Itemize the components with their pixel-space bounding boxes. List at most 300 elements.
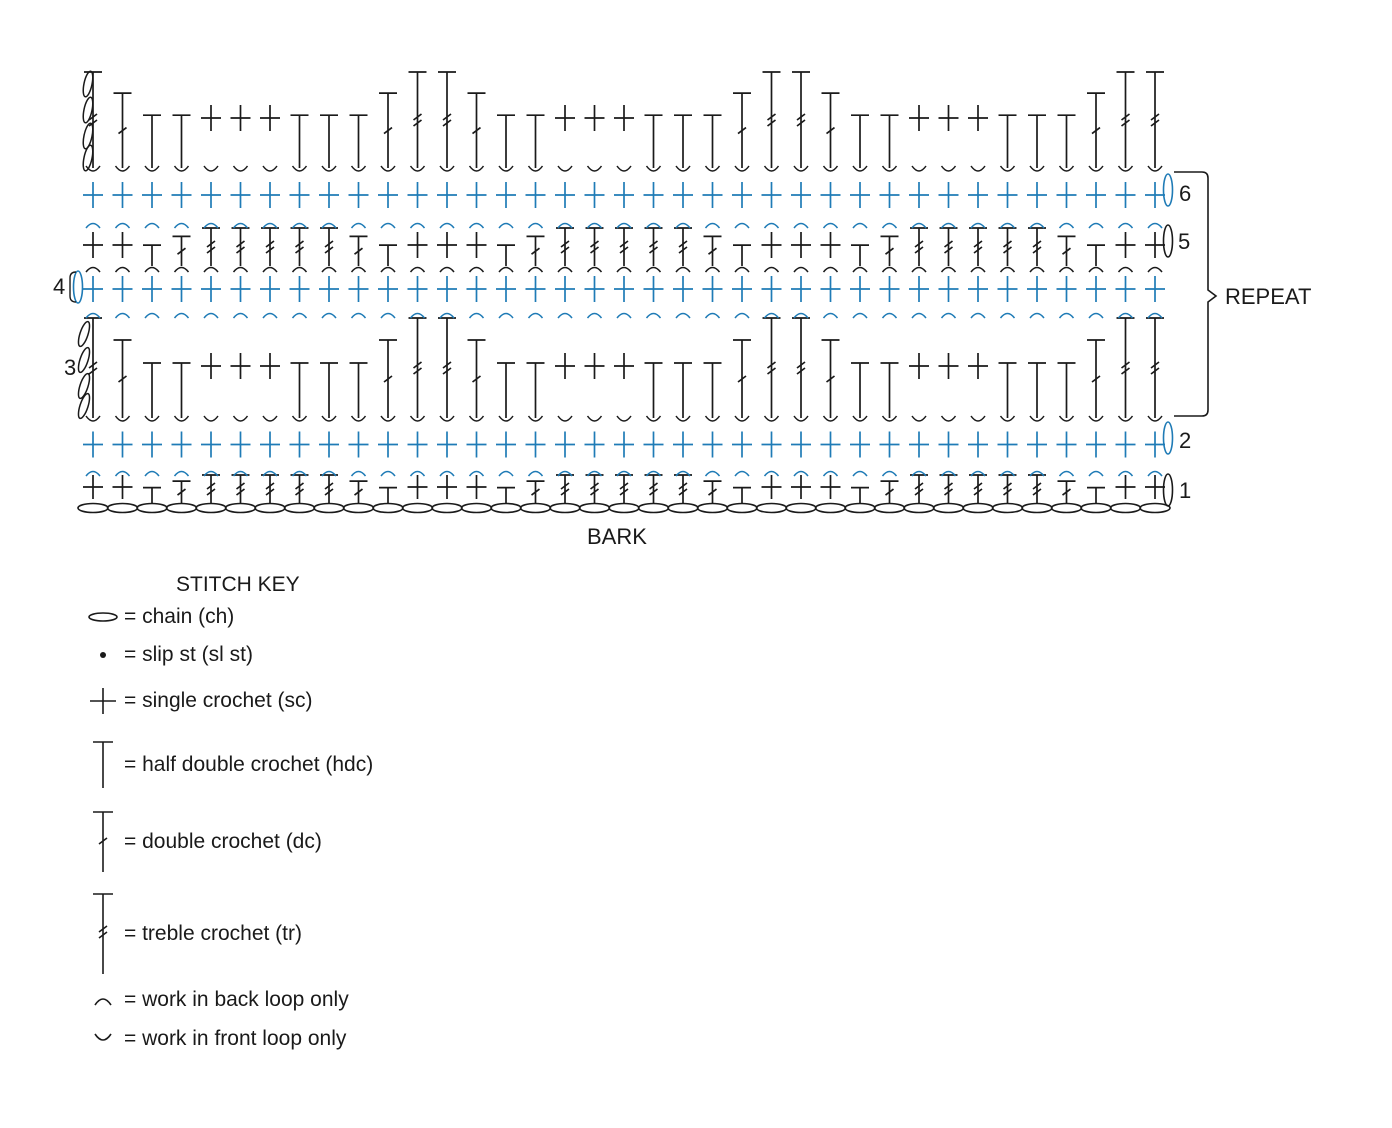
row-6-sc-stitch	[998, 182, 1018, 228]
row-3-dc-stitch	[822, 340, 840, 421]
row-3-hdc-stitch	[881, 363, 899, 421]
row-2-sc-stitch	[614, 432, 634, 477]
row-3-sc-stitch	[909, 353, 929, 421]
row-7-tr-stitch	[1117, 72, 1135, 171]
double-crochet-icon	[86, 810, 120, 874]
chain-stitch	[668, 504, 698, 513]
row-3-tr-stitch	[1117, 318, 1135, 421]
row-2-sc-stitch	[909, 432, 929, 477]
row-1-tr-stitch	[320, 475, 338, 503]
row-1-dc-stitch	[704, 481, 722, 503]
row-2-sc-stitch	[998, 432, 1018, 477]
row-3-hdc-stitch	[143, 363, 161, 421]
row-7-tr-stitch	[792, 72, 810, 171]
row-1-tr-stitch	[232, 475, 250, 503]
row-2-sc-stitch	[850, 432, 870, 477]
row-2-sc-stitch	[467, 432, 487, 477]
row-5-hdc-stitch	[379, 245, 397, 272]
row-4-sc-stitch	[614, 276, 634, 318]
row-6-sc-stitch	[585, 182, 605, 228]
row-1-sc-stitch	[762, 475, 782, 499]
row-1-tr-stitch	[999, 475, 1017, 503]
row-6-sc-stitch	[231, 182, 251, 228]
row-1-tr-stitch	[586, 475, 604, 503]
front-loop-arc-icon	[86, 1024, 120, 1054]
row-4-sc-stitch	[762, 276, 782, 318]
row-2-sc-stitch	[821, 432, 841, 477]
row-1-tr-stitch	[645, 475, 663, 503]
row-7-tr-stitch	[438, 72, 456, 171]
turning-chain-row-3	[76, 320, 92, 347]
key-label-dc: = double crochet (dc)	[124, 830, 322, 853]
row-6-sc-stitch	[850, 182, 870, 228]
row-4-sc-stitch	[260, 276, 280, 318]
row-1-hdc-stitch	[1087, 488, 1105, 503]
key-item-back-loop	[86, 985, 349, 1015]
row-3-sc-stitch	[939, 353, 959, 421]
row-3-sc-stitch	[614, 353, 634, 421]
row-3-hdc-stitch	[173, 363, 191, 421]
row-1-sc-stitch	[467, 475, 487, 499]
row-2-sc-stitch	[290, 432, 310, 477]
back-loop-arc-icon	[86, 985, 120, 1015]
row-7-hdc-stitch	[851, 115, 869, 171]
row-6-sc-stitch	[732, 182, 752, 228]
chain-stitch	[373, 504, 403, 513]
row-1-sc-stitch	[791, 475, 811, 499]
row-3-hdc-stitch	[1058, 363, 1076, 421]
row-2-sc-stitch	[349, 432, 369, 477]
row-7-hdc-stitch	[320, 115, 338, 171]
repeat-bracket	[1174, 172, 1216, 416]
chain-stitch	[432, 504, 462, 513]
row-5-tr-stitch	[645, 228, 663, 272]
row-5-sc-stitch	[762, 232, 782, 272]
chain-stitch	[904, 504, 934, 513]
row-label-3: 3	[64, 355, 77, 380]
row-5-dc-stitch	[173, 236, 191, 272]
row-2-sc-stitch	[260, 432, 280, 477]
row-6-sc-stitch	[113, 182, 133, 228]
row-6-sc-stitch	[1057, 182, 1077, 228]
row-5-sc-stitch	[437, 232, 457, 272]
chain-stitch	[639, 504, 669, 513]
row-2-sc-stitch	[1116, 432, 1136, 477]
row-3-sc-stitch	[231, 353, 251, 421]
key-item-chain	[86, 602, 234, 632]
turning-chain-row-4	[74, 271, 83, 303]
row-4-sc-stitch	[850, 276, 870, 318]
row-5-tr-stitch	[940, 228, 958, 272]
key-label-back-loop: = work in back loop only	[124, 988, 349, 1011]
row-4-sc-stitch	[319, 276, 339, 318]
key-label-hdc: = half double crochet (hdc)	[124, 753, 374, 776]
row-4-sc-stitch	[142, 276, 162, 318]
row-5-sc-stitch	[83, 232, 103, 272]
row-4-sc-stitch	[378, 276, 398, 318]
chain-stitch	[786, 504, 816, 513]
row-7-hdc-stitch	[497, 115, 515, 171]
row-7-hdc-stitch	[704, 115, 722, 171]
row-5-tr-stitch	[1028, 228, 1046, 272]
row-4-sc-stitch	[555, 276, 575, 318]
chain-stitch	[108, 504, 138, 513]
row-2-sc-stitch	[732, 432, 752, 477]
row-4-sc-stitch	[909, 276, 929, 318]
row-3-hdc-stitch	[320, 363, 338, 421]
row-6-sc-stitch	[703, 182, 723, 228]
row-5-sc-stitch	[113, 232, 133, 272]
row-4-sc-stitch	[526, 276, 546, 318]
row-3-sc-stitch	[555, 353, 575, 421]
row-2-sc-stitch	[791, 432, 811, 477]
row-4-sc-stitch	[231, 276, 251, 318]
row-4-sc-stitch	[1145, 276, 1165, 318]
row-3-hdc-stitch	[527, 363, 545, 421]
row-7-dc-stitch	[822, 93, 840, 171]
row-1-dc-stitch	[350, 481, 368, 503]
row-7-hdc-stitch	[645, 115, 663, 171]
row-2-sc-stitch	[496, 432, 516, 477]
row-1-tr-stitch	[261, 475, 279, 503]
row-7-sc-stitch	[968, 105, 988, 171]
row-7-hdc-stitch	[143, 115, 161, 171]
treble-crochet-icon	[86, 892, 120, 976]
turning-chain-row-2	[1164, 422, 1173, 454]
row-3-tr-stitch	[409, 318, 427, 421]
row-2-sc-stitch	[585, 432, 605, 477]
chain-stitch	[1081, 504, 1111, 513]
row-4-sc-stitch	[673, 276, 693, 318]
row-3-hdc-stitch	[497, 363, 515, 421]
row-3-hdc-stitch	[999, 363, 1017, 421]
chain-stitch	[285, 504, 315, 513]
row-3-dc-stitch	[1087, 340, 1105, 421]
row-1-dc-stitch	[881, 481, 899, 503]
turning-chain-row-3	[76, 346, 92, 373]
row-5-hdc-stitch	[143, 245, 161, 272]
row-5-tr-stitch	[586, 228, 604, 272]
turning-chain-row-5	[1164, 225, 1173, 257]
row-5-sc-stitch	[821, 232, 841, 272]
chain-stitch	[727, 504, 757, 513]
row-7-dc-stitch	[379, 93, 397, 171]
row-label-5: 5	[1178, 229, 1191, 254]
chain-stitch	[550, 504, 580, 513]
row-4-sc-stitch	[703, 276, 723, 318]
row-7-sc-stitch	[201, 105, 221, 171]
row-7-tr-stitch	[763, 72, 781, 171]
row-1-dc-stitch	[173, 481, 191, 503]
row-6-sc-stitch	[408, 182, 428, 228]
row-1-sc-stitch	[83, 475, 103, 499]
key-item-sc	[86, 686, 313, 716]
crochet-chart	[0, 0, 1392, 560]
row-7-hdc-stitch	[999, 115, 1017, 171]
row-6-sc-stitch	[526, 182, 546, 228]
row-7-dc-stitch	[114, 93, 132, 171]
row-7-dc-stitch	[468, 93, 486, 171]
row-1-tr-stitch	[1028, 475, 1046, 503]
row-1-sc-stitch	[821, 475, 841, 499]
row-2-sc-stitch	[142, 432, 162, 477]
row-3-sc-stitch	[260, 353, 280, 421]
row-1-sc-stitch	[408, 475, 428, 499]
row-1-hdc-stitch	[497, 488, 515, 503]
row-7-hdc-stitch	[674, 115, 692, 171]
row-7-hdc-stitch	[1028, 115, 1046, 171]
row-7-hdc-stitch	[1058, 115, 1076, 171]
row-7-hdc-stitch	[173, 115, 191, 171]
row-5-tr-stitch	[202, 228, 220, 272]
chain-stitch	[462, 504, 492, 513]
row-5-tr-stitch	[969, 228, 987, 272]
chain-stitch	[491, 504, 521, 513]
row-6-sc-stitch	[821, 182, 841, 228]
row-2-sc-stitch	[673, 432, 693, 477]
row-5-dc-stitch	[704, 236, 722, 272]
row-label-2: 2	[1179, 428, 1192, 453]
row-2-sc-stitch	[1057, 432, 1077, 477]
chain-stitch	[934, 504, 964, 513]
row-4-sc-stitch	[437, 276, 457, 318]
row-label-1: 1	[1179, 478, 1192, 503]
chain-stitch	[137, 504, 167, 513]
row-4-sc-stitch	[585, 276, 605, 318]
chain-stitch	[845, 504, 875, 513]
key-item-dc	[86, 810, 322, 874]
row-2-sc-stitch	[1086, 432, 1106, 477]
row-1-hdc-stitch	[379, 488, 397, 503]
row-3-dc-stitch	[114, 340, 132, 421]
row-3-hdc-stitch	[674, 363, 692, 421]
chain-stitch	[609, 504, 639, 513]
row-5-hdc-stitch	[497, 245, 515, 272]
row-4-sc-stitch	[113, 276, 133, 318]
row-7-tr-stitch	[1146, 72, 1164, 171]
row-1-sc-stitch	[113, 475, 133, 499]
row-2-sc-stitch	[762, 432, 782, 477]
chain-stitch	[167, 504, 197, 513]
chain-stitch	[314, 504, 344, 513]
row-4-sc-stitch	[1027, 276, 1047, 318]
row-4-sc-stitch	[83, 276, 103, 318]
row-3-dc-stitch	[733, 340, 751, 421]
row-5-sc-stitch	[1145, 232, 1165, 272]
row-2-sc-stitch	[231, 432, 251, 477]
row-4-sc-stitch	[349, 276, 369, 318]
chain-stitch	[993, 504, 1023, 513]
row-2-sc-stitch	[437, 432, 457, 477]
row-5-hdc-stitch	[733, 245, 751, 272]
row-4-sc-stitch	[467, 276, 487, 318]
row-3-tr-stitch	[438, 318, 456, 421]
row-1-hdc-stitch	[143, 488, 161, 503]
row-6-sc-stitch	[555, 182, 575, 228]
chain-stitch	[1111, 504, 1141, 513]
row-5-tr-stitch	[291, 228, 309, 272]
row-6-sc-stitch	[909, 182, 929, 228]
repeat-label: REPEAT	[1225, 284, 1312, 309]
row-4-sc-stitch	[1086, 276, 1106, 318]
row-3-dc-stitch	[379, 340, 397, 421]
row-5-sc-stitch	[1116, 232, 1136, 272]
row-3-hdc-stitch	[1028, 363, 1046, 421]
single-crochet-cross-icon	[86, 686, 120, 716]
chain-stitch	[196, 504, 226, 513]
row-2-sc-stitch	[703, 432, 723, 477]
row-6-sc-stitch	[939, 182, 959, 228]
row-1-sc-stitch	[1145, 475, 1165, 499]
row-2-sc-stitch	[113, 432, 133, 477]
chain-stitch	[255, 504, 285, 513]
row-6-sc-stitch	[83, 182, 103, 228]
chain-stitch	[963, 504, 993, 513]
key-label-slip-st: = slip st (sl st)	[124, 643, 253, 666]
row-1-tr-stitch	[615, 475, 633, 503]
row-7-dc-stitch	[1087, 93, 1105, 171]
row-6-sc-stitch	[1086, 182, 1106, 228]
chain-stitch	[580, 504, 610, 513]
row-6-sc-stitch	[201, 182, 221, 228]
chain-stitch	[816, 504, 846, 513]
row-1-tr-stitch	[291, 475, 309, 503]
stitch-key-title: STITCH KEY	[176, 573, 300, 596]
row-4-sc-stitch	[496, 276, 516, 318]
row-1-dc-stitch	[1058, 481, 1076, 503]
chain-icon	[86, 602, 120, 632]
row-1-hdc-stitch	[851, 488, 869, 503]
row-5-dc-stitch	[881, 236, 899, 272]
row-5-tr-stitch	[556, 228, 574, 272]
row-2-sc-stitch	[319, 432, 339, 477]
row-3-tr-stitch	[84, 318, 102, 421]
row-6-sc-stitch	[1027, 182, 1047, 228]
row-4-sc-stitch	[998, 276, 1018, 318]
row-5-dc-stitch	[527, 236, 545, 272]
row-3-tr-stitch	[1146, 318, 1164, 421]
row-1-tr-stitch	[556, 475, 574, 503]
row-1-sc-stitch	[437, 475, 457, 499]
row-5-dc-stitch	[350, 236, 368, 272]
row-2-sc-stitch	[83, 432, 103, 477]
row-1-tr-stitch	[674, 475, 692, 503]
row-5-sc-stitch	[791, 232, 811, 272]
row-4-sc-stitch	[939, 276, 959, 318]
turning-chain-row-6	[1164, 174, 1173, 206]
chain-stitch	[1022, 504, 1052, 513]
row-2-sc-stitch	[1027, 432, 1047, 477]
row-1-dc-stitch	[527, 481, 545, 503]
row-3-hdc-stitch	[645, 363, 663, 421]
row-6-sc-stitch	[378, 182, 398, 228]
row-7-tr-stitch	[409, 72, 427, 171]
row-7-sc-stitch	[231, 105, 251, 171]
row-5-tr-stitch	[674, 228, 692, 272]
row-7-dc-stitch	[733, 93, 751, 171]
key-item-front-loop	[86, 1024, 346, 1054]
row-3-hdc-stitch	[350, 363, 368, 421]
row-4-sc-stitch	[821, 276, 841, 318]
row-2-sc-stitch	[1145, 432, 1165, 477]
row-4-sc-stitch	[172, 276, 192, 318]
row-5-sc-stitch	[467, 232, 487, 272]
key-label-front-loop: = work in front loop only	[124, 1027, 347, 1050]
row-5-sc-stitch	[408, 232, 428, 272]
slip-stitch-dot-icon	[86, 640, 120, 670]
row-4-sc-stitch	[732, 276, 752, 318]
key-item-hdc	[86, 740, 373, 790]
row-7-hdc-stitch	[527, 115, 545, 171]
row-5-tr-stitch	[261, 228, 279, 272]
key-label-sc: = single crochet (sc)	[124, 689, 313, 712]
row-3-sc-stitch	[585, 353, 605, 421]
row-5-tr-stitch	[910, 228, 928, 272]
row-3-hdc-stitch	[291, 363, 309, 421]
row-2-sc-stitch	[526, 432, 546, 477]
row-7-hdc-stitch	[350, 115, 368, 171]
row-2-sc-stitch	[939, 432, 959, 477]
row-4-sc-stitch	[201, 276, 221, 318]
chain-stitch	[875, 504, 905, 513]
key-label-tr: = treble crochet (tr)	[124, 922, 302, 945]
row-6-sc-stitch	[260, 182, 280, 228]
row-label-6: 6	[1179, 181, 1192, 206]
row-3-hdc-stitch	[851, 363, 869, 421]
row-6-sc-stitch	[1116, 182, 1136, 228]
row-2-sc-stitch	[880, 432, 900, 477]
turning-chain-row-1	[1164, 474, 1173, 506]
row-4-sc-stitch	[1057, 276, 1077, 318]
row-4-sc-stitch	[408, 276, 428, 318]
row-7-sc-stitch	[260, 105, 280, 171]
row-label-4: 4	[53, 274, 66, 299]
row-5-dc-stitch	[1058, 236, 1076, 272]
key-label-chain: = chain (ch)	[124, 605, 235, 628]
chain-stitch	[226, 504, 256, 513]
row-6-sc-stitch	[467, 182, 487, 228]
row-7-sc-stitch	[555, 105, 575, 171]
row-1-tr-stitch	[969, 475, 987, 503]
row-6-sc-stitch	[319, 182, 339, 228]
row-5-tr-stitch	[999, 228, 1017, 272]
chain-stitch	[78, 504, 108, 513]
key-item-slip-st	[86, 640, 253, 670]
row-2-sc-stitch	[555, 432, 575, 477]
row-3-sc-stitch	[201, 353, 221, 421]
row-5-tr-stitch	[320, 228, 338, 272]
row-3-tr-stitch	[792, 318, 810, 421]
row-6-sc-stitch	[968, 182, 988, 228]
row-7-sc-stitch	[939, 105, 959, 171]
row-2-sc-stitch	[172, 432, 192, 477]
row-6-sc-stitch	[791, 182, 811, 228]
row-7-sc-stitch	[585, 105, 605, 171]
row-3-dc-stitch	[468, 340, 486, 421]
row-4-sc-stitch	[880, 276, 900, 318]
row-5-tr-stitch	[232, 228, 250, 272]
row-3-sc-stitch	[968, 353, 988, 421]
row-7-hdc-stitch	[291, 115, 309, 171]
chain-stitch	[344, 504, 374, 513]
row-2-sc-stitch	[201, 432, 221, 477]
chain-stitch	[698, 504, 728, 513]
row-4-sc-stitch	[290, 276, 310, 318]
row-6-sc-stitch	[762, 182, 782, 228]
row-5-tr-stitch	[615, 228, 633, 272]
row-6-sc-stitch	[172, 182, 192, 228]
half-double-crochet-icon	[86, 740, 120, 790]
